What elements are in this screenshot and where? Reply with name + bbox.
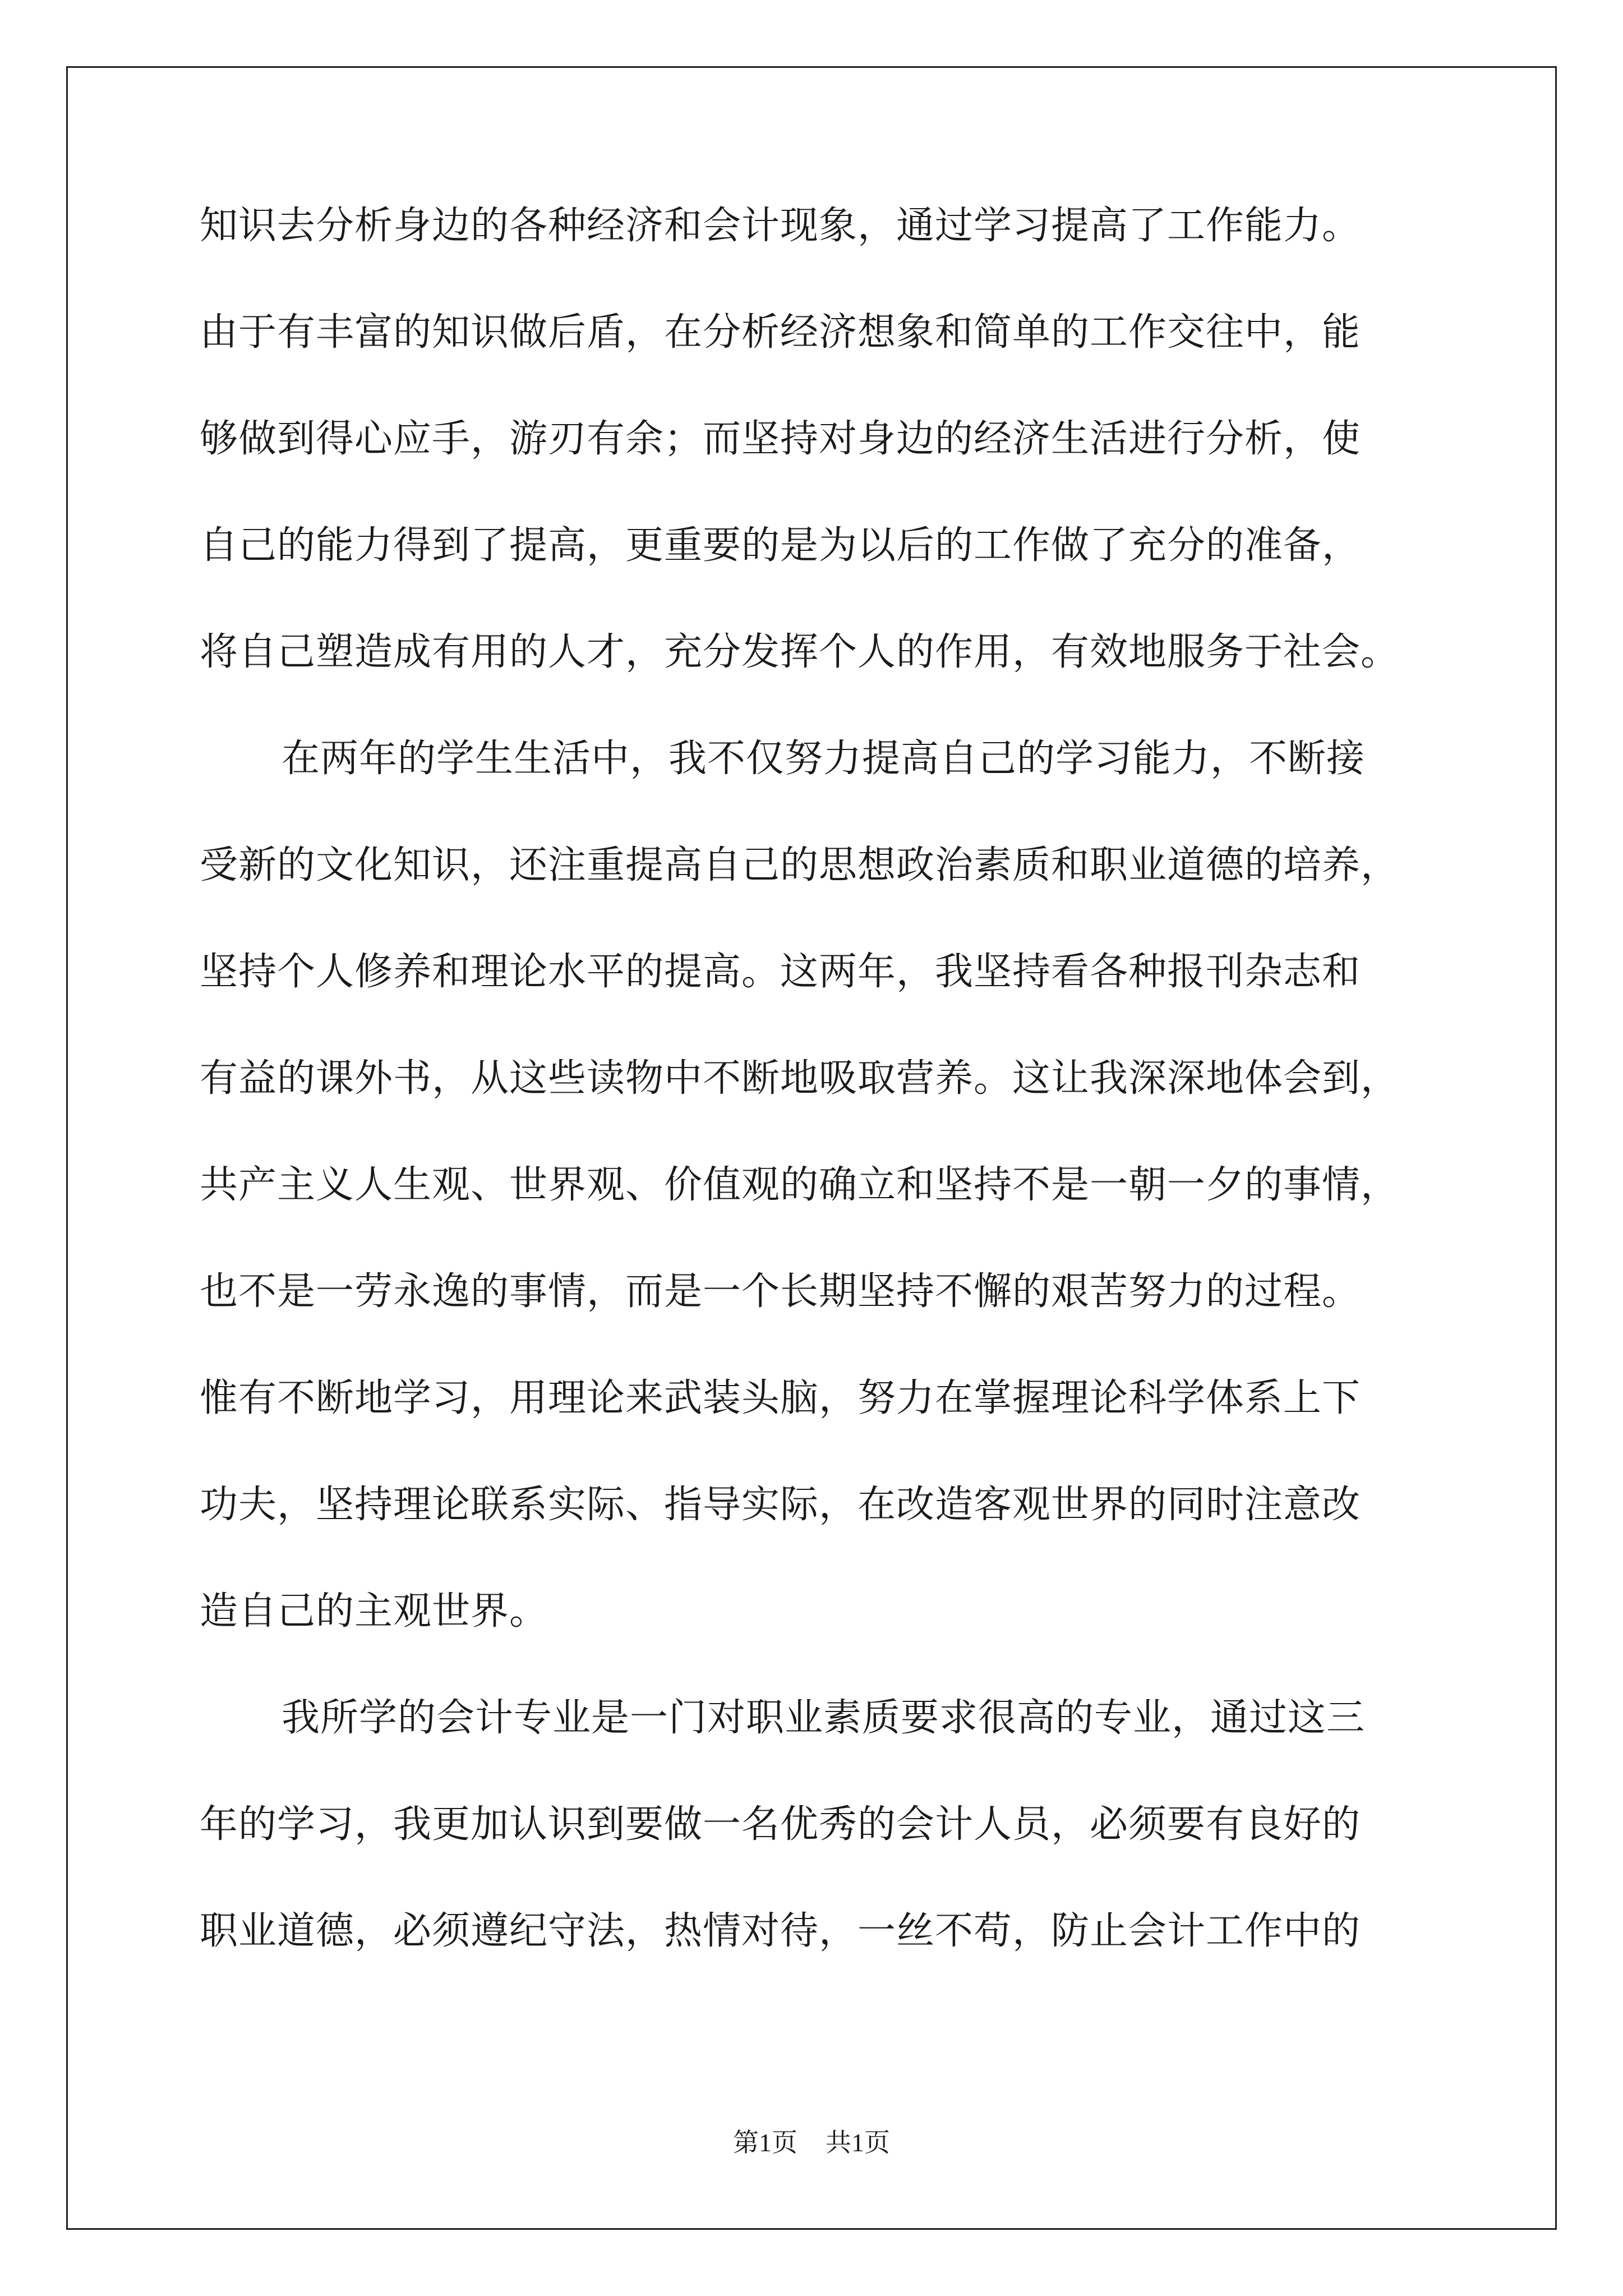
text-line: 够做到得心应手，游刃有余；而坚持对身边的经济生活进行分析，使 — [200, 417, 1361, 461]
page-number: 第1页 — [733, 2128, 797, 2157]
text-line: 功夫，坚持理论联系实际、指导实际，在改造客观世界的同时注意改 — [200, 1483, 1361, 1527]
paragraph-start-line: 我所学的会计专业是一门对职业素质要求很高的专业，通过这三 — [282, 1696, 1366, 1740]
text-line: 惟有不断地学习，用理论来武装头脑，努力在掌握理论科学体系上下 — [200, 1376, 1361, 1420]
text-line: 有益的课外书，从这些读物中不断地吸取营养。这让我深深地体会到， — [200, 1056, 1400, 1101]
page-total: 共1页 — [826, 2128, 890, 2157]
paragraph-start-line: 在两年的学生生活中，我不仅努力提高自己的学习能力，不断接 — [282, 737, 1366, 781]
text-line: 年的学习，我更加认识到要做一名优秀的会计人员，必须要有良好的 — [200, 1802, 1361, 1847]
text-line: 知识去分析身边的各种经济和会计现象，通过学习提高了工作能力。 — [200, 204, 1361, 248]
text-line: 造自己的主观世界。 — [200, 1589, 548, 1634]
text-line: 共产主义人生观、世界观、价值观的确立和坚持不是一朝一夕的事情， — [200, 1163, 1400, 1207]
document-body — [200, 199, 1428, 2011]
text-line: 将自己塑造成有用的人才，充分发挥个人的作用，有效地服务于社会。 — [200, 630, 1400, 674]
text-line: 也不是一劳永逸的事情，而是一个长期坚持不懈的艰苦努力的过程。 — [200, 1269, 1361, 1314]
page-footer — [0, 2126, 1623, 2160]
text-line: 职业道德，必须遵纪守法，热情对待，一丝不苟，防止会计工作中的 — [200, 1909, 1361, 1953]
text-line: 自己的能力得到了提高，更重要的是为以后的工作做了充分的准备， — [200, 523, 1361, 568]
text-line: 坚持个人修养和理论水平的提高。这两年，我坚持看各种报刊杂志和 — [200, 950, 1361, 994]
text-line: 受新的文化知识，还注重提高自己的思想政治素质和职业道德的培养， — [200, 843, 1400, 887]
text-line: 由于有丰富的知识做后盾，在分析经济想象和简单的工作交往中，能 — [200, 310, 1361, 355]
